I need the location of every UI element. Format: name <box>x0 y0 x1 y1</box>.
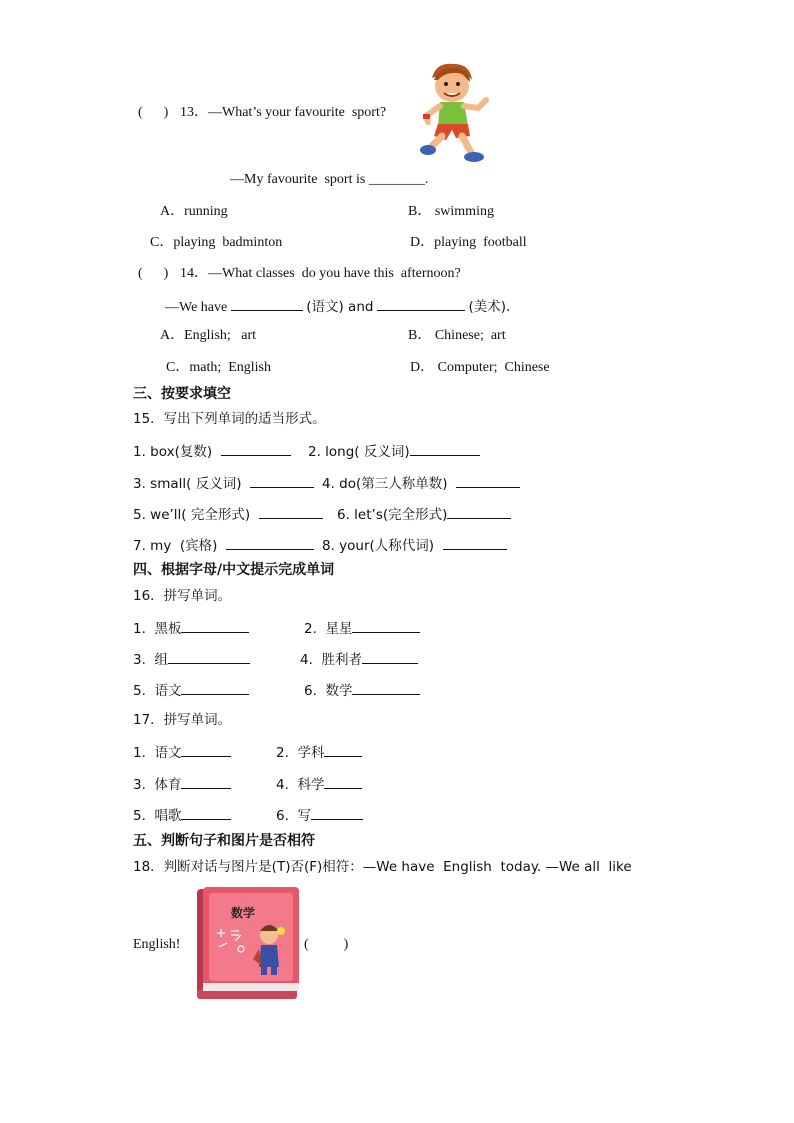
q17-item-3: 3. 体育 <box>133 774 231 794</box>
q16-item-2: 2. 星星 <box>304 618 420 638</box>
q14-paren: ( ) <box>138 266 169 281</box>
q15-blank-7[interactable] <box>226 535 314 550</box>
q17-item-5: 5. 唱歌 <box>133 805 231 825</box>
q15-item-2: 2. long( 反义词) <box>308 441 480 461</box>
running-boy-illustration <box>416 60 490 164</box>
q16-item-4: 4. 胜利者 <box>300 649 418 669</box>
q15-item-8: 8. your(人称代词) <box>322 535 507 555</box>
q14-hint-art: (美术). <box>468 299 511 315</box>
q18-stem: 18．判断对话与图片是(T)否(F)相符：—We have English today. —We all like <box>133 859 632 875</box>
q16-blank-1[interactable] <box>181 618 249 633</box>
q13-stem: 13．—What’s your favourite sport? <box>180 105 387 120</box>
q15-instruction: 15．写出下列单词的适当形式。 <box>133 411 326 427</box>
q17-blank-6[interactable] <box>311 805 363 820</box>
q15-blank-8[interactable] <box>443 535 507 550</box>
q15-item-6: 6. let’s(完全形式) <box>337 504 511 524</box>
q13-answer-line: —My favourite sport is ________. <box>230 172 429 187</box>
q17-item-2: 2. 学科 <box>276 742 362 762</box>
q14-blank-2[interactable] <box>377 296 465 311</box>
q16-instruction: 16．拼写单词。 <box>133 588 232 604</box>
q14-answer-prefix: —We have <box>165 300 228 315</box>
q13-option-c: C．playing badminton <box>150 235 283 250</box>
q15-blank-6[interactable] <box>447 504 511 519</box>
q13-option-d: D．playing football <box>410 235 527 250</box>
q16-blank-6[interactable] <box>352 680 420 695</box>
book-label: 数学 <box>231 906 256 920</box>
q14-hint-chinese: (语文) and <box>306 299 374 315</box>
q17-blank-5[interactable] <box>181 805 231 820</box>
q13-option-b: B． swimming <box>408 204 494 219</box>
q15-blank-1[interactable] <box>221 441 291 456</box>
q15-blank-3[interactable] <box>250 473 314 488</box>
q16-blank-5[interactable] <box>181 680 249 695</box>
q16-item-6: 6. 数学 <box>304 680 420 700</box>
section-3-title: 三、按要求填空 <box>133 386 231 402</box>
q16-blank-2[interactable] <box>352 618 420 633</box>
q15-blank-4[interactable] <box>456 473 520 488</box>
q14-blank-1[interactable] <box>231 296 303 311</box>
q15-item-4: 4. do(第三人称单数) <box>322 473 520 493</box>
q14-option-b: B． Chinese; art <box>408 328 506 343</box>
q16-item-5: 5. 语文 <box>133 680 249 700</box>
q14-option-d: D． Computer; Chinese <box>410 360 550 375</box>
q17-item-6: 6. 写 <box>276 805 363 825</box>
q14-option-a: A．English; art <box>160 328 257 343</box>
q18-paren: ( ) <box>304 937 349 952</box>
q14-stem: 14．—What classes do you have this afternoon? <box>180 266 461 281</box>
q17-blank-1[interactable] <box>181 742 231 757</box>
q16-blank-3[interactable] <box>168 649 250 664</box>
q16-item-3: 3. 组 <box>133 649 250 669</box>
q17-item-4: 4. 科学 <box>276 774 362 794</box>
q16-item-1: 1. 黑板 <box>133 618 249 638</box>
q18-stem-continued: English! <box>133 937 181 952</box>
q13-paren: ( ) <box>138 105 169 120</box>
q15-item-7: 7. my (宾格) <box>133 535 314 555</box>
section-5-title: 五、判断句子和图片是否相符 <box>133 833 315 849</box>
q15-blank-5[interactable] <box>259 504 323 519</box>
q13-option-a: A．running <box>160 204 228 219</box>
q17-blank-3[interactable] <box>181 774 231 789</box>
q15-blank-2[interactable] <box>410 441 480 456</box>
q16-blank-4[interactable] <box>362 649 418 664</box>
q14-option-c: C．math; English <box>166 360 271 375</box>
math-book-illustration <box>195 885 303 1001</box>
q17-instruction: 17．拼写单词。 <box>133 712 232 728</box>
q15-item-1: 1. box(复数) <box>133 441 291 461</box>
q17-blank-4[interactable] <box>324 774 362 789</box>
q17-item-1: 1. 语文 <box>133 742 231 762</box>
q15-item-5: 5. we’ll( 完全形式) <box>133 504 323 524</box>
q14-answer-line <box>165 296 510 317</box>
q17-blank-2[interactable] <box>324 742 362 757</box>
q15-item-3: 3. small( 反义词) <box>133 473 314 493</box>
section-4-title: 四、根据字母/中文提示完成单词 <box>133 562 335 578</box>
